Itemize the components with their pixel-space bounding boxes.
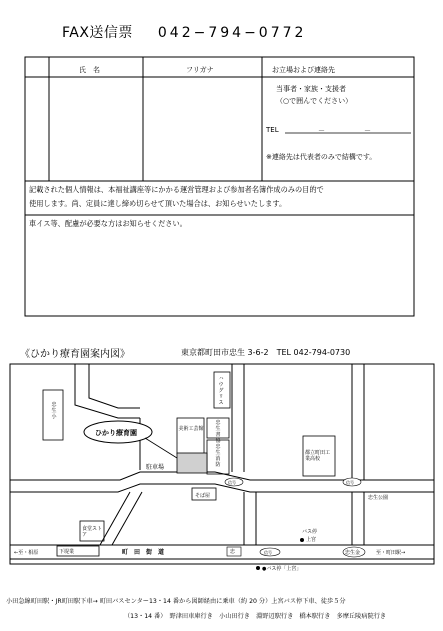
contact-note: ※連絡先は代表者のみで結構です。 — [266, 153, 377, 161]
map-label-parking: 駐車場 — [146, 464, 165, 471]
map-label-mark: 忠 — [230, 549, 236, 555]
contact-role-label: 当事者・家族・支援者 — [276, 85, 346, 93]
column-contact: お立場および連絡先 — [272, 66, 335, 74]
map-label-signal-2: 信号 — [346, 480, 354, 485]
footer-line-1: 小田急線町田駅・JR町田駅下車→ 町田バスセンター13・14 番から図師経由に乗車（約 20 分）上宮バス停下車、徒歩５分 — [6, 598, 346, 605]
map-label-road: 町 田 街 道 — [122, 549, 165, 556]
map-label-signal-3: 信号 — [264, 550, 272, 555]
map-label-bus-kamine: ●バス停「上宮」 — [262, 566, 302, 572]
map-label-kamine: 上宮 — [306, 537, 317, 543]
map-label-art-museum: 美術工芸館 — [178, 426, 204, 432]
privacy-line-2: 使用します。尚、定員に達し締め切らせて頂いた場合は、お知らせいたします。 — [29, 199, 287, 208]
map-label-chusei-right: 忠生金 — [345, 550, 361, 556]
map-label-target: ひかり療育園 — [95, 429, 137, 437]
map-label-bus-stop: バス停 — [302, 529, 318, 535]
column-name: 氏 名 — [79, 66, 100, 74]
tel-dash-2: － — [364, 127, 371, 135]
map-label-shimoyama: 下堤業 — [59, 549, 75, 555]
tel-dash-1: － — [318, 127, 325, 135]
map-address: 東京都町田市忠生 3-6-2 TEL 042-794-0730 — [181, 348, 351, 357]
privacy-line-1: 記載された個人情報は、本福祉講座等にかかる運営管理および参加者名簿作成のみの目的で — [29, 185, 324, 194]
map-label-sobaya: そば屋 — [195, 493, 211, 499]
contact-role-note: （○で囲んでください） — [276, 97, 353, 105]
map-label-chusei-fire: 忠生消防 — [215, 444, 221, 468]
fax-label: FAX送信票 — [62, 25, 133, 41]
fax-number: 042−794−0772 — [157, 25, 307, 41]
map-label-chusei-shogakko: 忠生小 — [51, 402, 57, 420]
column-furigana: フリガナ — [186, 66, 214, 74]
wheelchair-note: 車イス等、配慮が必要な方はお知らせください。 — [29, 219, 187, 228]
map-label-hawgris: ハウグリス — [218, 376, 224, 406]
footer-line-2: （13・14 番） 野津田車庫行き 小山田行き 淵野辺駅行き 橋本駅行き 多摩丘陵病院行き — [124, 613, 387, 620]
map-label-machida-high: 都立町田工業高校 — [305, 450, 331, 462]
map-label-chusei-kyokai: 忠生書協 — [215, 420, 221, 444]
map-label-left-dir: ←至・相原 — [14, 550, 39, 556]
map-label-chusei-park: 忠生公園 — [368, 495, 389, 501]
map-label-right-dir: 至・町田駅→ — [376, 550, 406, 556]
map-title: 《ひかり療育園案内図》 — [20, 349, 130, 360]
map-label-signal-1: 信号 — [228, 480, 236, 485]
tel-label: TEL — [266, 126, 279, 134]
map-label-store: 食堂ストア — [82, 526, 103, 538]
